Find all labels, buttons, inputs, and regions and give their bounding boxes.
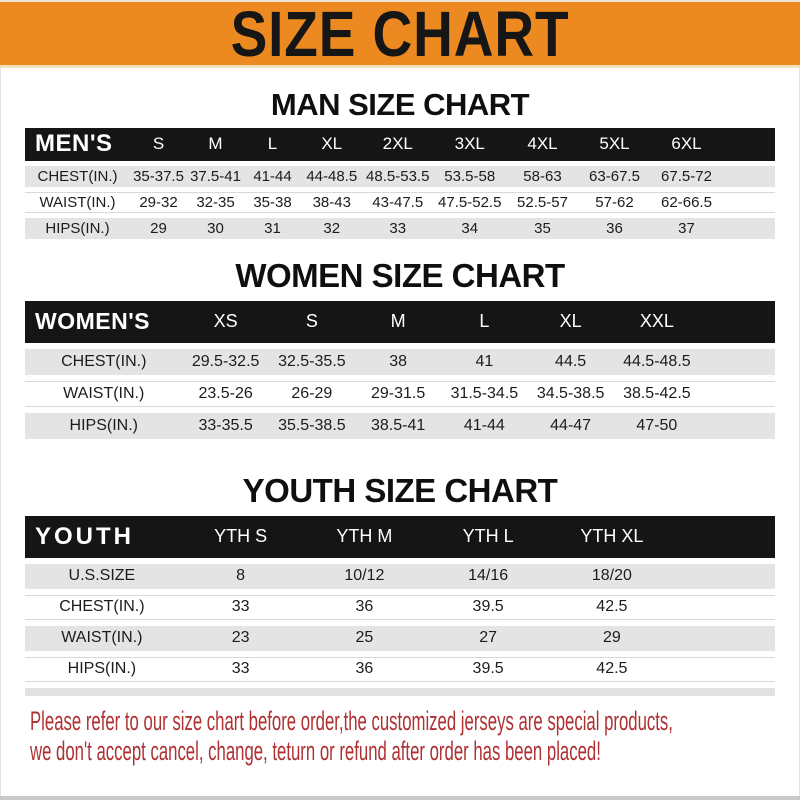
size-value-cell: 39.5 xyxy=(426,657,550,682)
table-row-hips xyxy=(25,413,775,439)
table-row-hips xyxy=(25,218,775,239)
size-column-header: S xyxy=(269,301,355,343)
table-row-ussize xyxy=(25,564,775,589)
size-column-header: XL xyxy=(528,301,614,343)
size-value-cell: 31.5-34.5 xyxy=(441,381,527,407)
disclaimer-line-2: we don't accept cancel, change, teturn or refund after order has been placed! xyxy=(30,735,601,766)
size-column-header: XS xyxy=(183,301,269,343)
size-value-cell: 10/12 xyxy=(303,564,427,589)
row-filler xyxy=(722,192,775,213)
row-filler xyxy=(674,564,775,589)
table-row-chest xyxy=(25,166,775,187)
men-size-table xyxy=(25,123,775,244)
header-filler xyxy=(700,301,775,343)
table-row-chest xyxy=(25,595,775,620)
men-section-heading: MAN SIZE CHART xyxy=(270,87,530,122)
size-value-cell: 41-44 xyxy=(441,413,527,439)
size-value-cell: 34.5-38.5 xyxy=(528,381,614,407)
size-value-cell: 35 xyxy=(506,218,578,239)
table-row-waist xyxy=(25,626,775,651)
size-value-cell: 62-66.5 xyxy=(650,192,722,213)
size-column-header: M xyxy=(187,128,244,161)
size-value-cell: 63-67.5 xyxy=(578,166,650,187)
size-value-cell: 48.5-53.5 xyxy=(363,166,433,187)
size-value-cell: 42.5 xyxy=(550,595,674,620)
row-filler xyxy=(722,166,775,187)
disclaimer-text xyxy=(30,706,800,766)
size-column-header: YTH M xyxy=(303,516,427,558)
youth-header-row xyxy=(25,516,775,558)
size-value-cell: 43-47.5 xyxy=(363,192,433,213)
size-column-header: 5XL xyxy=(578,128,650,161)
size-column-header: L xyxy=(244,128,301,161)
header-filler xyxy=(674,516,775,558)
size-value-cell: 58-63 xyxy=(506,166,578,187)
size-value-cell: 25 xyxy=(303,626,427,651)
size-value-cell: 23.5-26 xyxy=(183,381,269,407)
size-value-cell: 29.5-32.5 xyxy=(183,349,269,375)
size-column-header: 6XL xyxy=(650,128,722,161)
size-value-cell: 31 xyxy=(244,218,301,239)
size-column-header: L xyxy=(441,301,527,343)
size-value-cell: 44.5 xyxy=(528,349,614,375)
size-value-cell: 47-50 xyxy=(614,413,700,439)
size-value-cell: 33 xyxy=(363,218,433,239)
size-column-header: XXL xyxy=(614,301,700,343)
youth-size-table xyxy=(25,510,775,702)
strip-cell xyxy=(25,688,775,696)
size-value-cell: 32.5-35.5 xyxy=(269,349,355,375)
size-value-cell: 38.5-41 xyxy=(355,413,441,439)
size-value-cell: 33 xyxy=(179,657,303,682)
measurement-row-label: CHEST(IN.) xyxy=(25,166,130,187)
size-value-cell: 42.5 xyxy=(550,657,674,682)
size-value-cell: 44-47 xyxy=(528,413,614,439)
size-column-header: YTH L xyxy=(426,516,550,558)
size-value-cell: 38 xyxy=(355,349,441,375)
size-value-cell: 37 xyxy=(650,218,722,239)
size-value-cell: 29-32 xyxy=(130,192,187,213)
size-chart-banner xyxy=(0,0,800,68)
size-value-cell: 8 xyxy=(179,564,303,589)
size-value-cell: 27 xyxy=(426,626,550,651)
table-row-hips xyxy=(25,657,775,682)
size-column-header: XL xyxy=(301,128,363,161)
size-value-cell: 33 xyxy=(179,595,303,620)
size-value-cell: 37.5-41 xyxy=(187,166,244,187)
size-value-cell: 41 xyxy=(441,349,527,375)
row-filler xyxy=(722,218,775,239)
row-filler xyxy=(700,349,775,375)
size-value-cell: 44-48.5 xyxy=(301,166,363,187)
size-column-header: M xyxy=(355,301,441,343)
size-value-cell: 35-37.5 xyxy=(130,166,187,187)
size-value-cell: 52.5-57 xyxy=(506,192,578,213)
size-column-header: YTH XL xyxy=(550,516,674,558)
youth-section-heading: YOUTH SIZE CHART xyxy=(242,471,558,509)
size-value-cell: 33-35.5 xyxy=(183,413,269,439)
size-value-cell: 36 xyxy=(303,595,427,620)
women-size-table xyxy=(25,295,775,445)
size-value-cell: 38.5-42.5 xyxy=(614,381,700,407)
row-filler xyxy=(674,626,775,651)
women-table-label: WOMEN'S xyxy=(25,301,183,343)
size-value-cell: 38-43 xyxy=(301,192,363,213)
size-value-cell: 47.5-52.5 xyxy=(433,192,507,213)
size-column-header: 3XL xyxy=(433,128,507,161)
measurement-row-label: WAIST(IN.) xyxy=(25,626,179,651)
table-row-waist xyxy=(25,192,775,213)
size-value-cell: 23 xyxy=(179,626,303,651)
size-value-cell: 35.5-38.5 xyxy=(269,413,355,439)
table-row-waist xyxy=(25,381,775,407)
row-filler xyxy=(674,595,775,620)
table-bottom-strip xyxy=(25,688,775,696)
size-value-cell: 35-38 xyxy=(244,192,301,213)
size-value-cell: 36 xyxy=(578,218,650,239)
size-value-cell: 57-62 xyxy=(578,192,650,213)
measurement-row-label: HIPS(IN.) xyxy=(25,218,130,239)
men-table-label: MEN'S xyxy=(25,128,130,161)
size-value-cell: 34 xyxy=(433,218,507,239)
women-section-heading: WOMEN SIZE CHART xyxy=(235,256,565,294)
size-value-cell: 41-44 xyxy=(244,166,301,187)
measurement-row-label: U.S.SIZE xyxy=(25,564,179,589)
size-column-header: YTH S xyxy=(179,516,303,558)
measurement-row-label: WAIST(IN.) xyxy=(25,192,130,213)
measurement-row-label: WAIST(IN.) xyxy=(25,381,183,407)
size-value-cell: 18/20 xyxy=(550,564,674,589)
size-value-cell: 29-31.5 xyxy=(355,381,441,407)
size-column-header: 4XL xyxy=(506,128,578,161)
table-row-chest xyxy=(25,349,775,375)
header-filler xyxy=(722,128,775,161)
size-column-header: 2XL xyxy=(363,128,433,161)
size-value-cell: 29 xyxy=(550,626,674,651)
row-filler xyxy=(700,413,775,439)
youth-table-label: YOUTH xyxy=(25,516,179,558)
women-header-row xyxy=(25,301,775,343)
size-value-cell: 53.5-58 xyxy=(433,166,507,187)
banner-title: SIZE CHART xyxy=(230,0,570,68)
size-value-cell: 14/16 xyxy=(426,564,550,589)
size-value-cell: 36 xyxy=(303,657,427,682)
size-value-cell: 39.5 xyxy=(426,595,550,620)
size-value-cell: 32 xyxy=(301,218,363,239)
size-value-cell: 30 xyxy=(187,218,244,239)
size-value-cell: 26-29 xyxy=(269,381,355,407)
men-header-row xyxy=(25,128,775,161)
measurement-row-label: HIPS(IN.) xyxy=(25,413,183,439)
measurement-row-label: CHEST(IN.) xyxy=(25,595,179,620)
size-column-header: S xyxy=(130,128,187,161)
size-value-cell: 32-35 xyxy=(187,192,244,213)
row-filler xyxy=(674,657,775,682)
measurement-row-label: CHEST(IN.) xyxy=(25,349,183,375)
size-value-cell: 44.5-48.5 xyxy=(614,349,700,375)
measurement-row-label: HIPS(IN.) xyxy=(25,657,179,682)
size-value-cell: 67.5-72 xyxy=(650,166,722,187)
disclaimer-line-1: Please refer to our size chart before order,the customized jerseys are special products, xyxy=(30,705,673,736)
size-value-cell: 29 xyxy=(130,218,187,239)
row-filler xyxy=(700,381,775,407)
bottom-edge-bar xyxy=(0,796,800,800)
